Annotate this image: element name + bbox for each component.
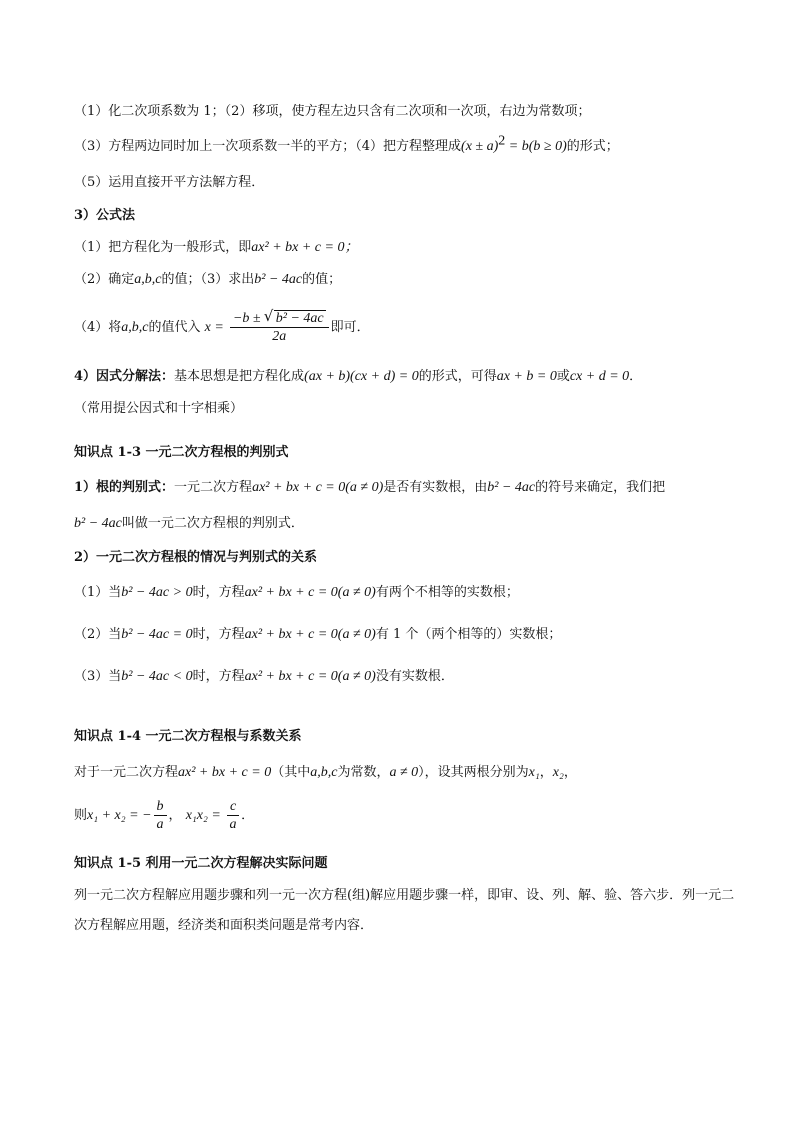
discriminant-text-a: 一元二次方程 bbox=[174, 480, 253, 495]
step-1-2-line bbox=[74, 103, 590, 121]
discriminant-text-c: 的符号来确定，我们把 bbox=[535, 480, 666, 495]
factor-method-line bbox=[74, 368, 642, 386]
case-3-equation: ax² + bx + c = 0(a ≠ 0) bbox=[244, 669, 376, 684]
discriminant-definition-line bbox=[74, 479, 665, 497]
discriminant-expression: b² − 4ac bbox=[254, 272, 303, 287]
factor-note: （常用提公因式和十字相乘） bbox=[74, 401, 244, 416]
step-3-4-suffix: 的形式； bbox=[566, 139, 619, 154]
case-1-mid: 时，方程 bbox=[192, 585, 245, 600]
formula-step-3-suffix: 的值； bbox=[302, 272, 342, 287]
formula-step-3-text: 的值；（3）求出 bbox=[161, 272, 255, 287]
vieta-formulas-line bbox=[74, 796, 254, 836]
root-x1: x₁ bbox=[528, 765, 540, 780]
case-1-result: 有两个不相等的实数根； bbox=[375, 585, 519, 600]
formula-step-1-text: （1）把方程化为一般形式，即 bbox=[74, 240, 252, 255]
factor-method-heading: 4）因式分解法： bbox=[74, 369, 175, 384]
kp15-title: 知识点 1-5 利用一元二次方程解决实际问题 bbox=[74, 856, 328, 871]
quadratic-formula-denominator: 2a bbox=[272, 329, 287, 344]
product-numerator: c bbox=[227, 798, 239, 816]
sum-denominator: a bbox=[156, 817, 164, 832]
quadratic-formula-numerator: −b ± bbox=[232, 311, 261, 326]
sum-of-roots-lhs: x₁ + x₂ = − bbox=[87, 808, 152, 823]
comma: ， bbox=[168, 808, 182, 823]
case-2-condition: b² − 4ac = 0 bbox=[121, 627, 193, 642]
case-negative bbox=[74, 668, 454, 686]
quadratic-formula-fraction bbox=[230, 310, 329, 345]
formula-step-2-text: （2）确定 bbox=[74, 272, 135, 287]
vieta-text-a: 对于一元二次方程 bbox=[74, 765, 179, 780]
vieta-text-c: 为常数， bbox=[337, 765, 390, 780]
case-2-prefix: （2）当 bbox=[74, 627, 122, 642]
root-x2: x₂ bbox=[552, 765, 564, 780]
quadratic-formula-lhs: x = bbox=[204, 320, 224, 335]
formula-step-2-3 bbox=[74, 271, 341, 289]
product-denominator: a bbox=[229, 817, 237, 832]
vieta-condition: a ≠ 0 bbox=[389, 765, 419, 780]
discriminant-definition-line-2 bbox=[74, 515, 304, 533]
product-of-roots-fraction bbox=[227, 798, 239, 833]
product-of-roots-lhs: x₁x₂ = bbox=[185, 808, 221, 823]
coefficients-abc: a,b,c bbox=[134, 272, 162, 287]
case-1-prefix: （1）当 bbox=[74, 585, 122, 600]
step-5-text: （5）运用直接开平方法解方程． bbox=[74, 175, 265, 190]
factor-root-1: ax + b = 0 bbox=[496, 369, 557, 384]
discriminant-text-b: 是否有实数根，由 bbox=[383, 480, 488, 495]
case-zero bbox=[74, 626, 561, 644]
coefficients-abc-2: a,b,c bbox=[121, 320, 149, 335]
sum-numerator: b bbox=[154, 798, 167, 816]
formula-step-4-mid: 的值代入 bbox=[148, 320, 201, 335]
kp13-title: 知识点 1-3 一元二次方程根的判别式 bbox=[74, 445, 289, 460]
sum-of-roots-fraction bbox=[154, 798, 167, 833]
case-1-condition: b² − 4ac > 0 bbox=[121, 585, 193, 600]
step-3-4-line: （3）方程两边同时加上一次项系数一半的平方；（4）把方程整理成$(x \pm a)^2 = b(b \ge 0)$的形式； bbox=[74, 133, 619, 154]
discriminant-expression-3: b² − 4ac bbox=[74, 516, 122, 531]
period: ． bbox=[629, 369, 643, 384]
kp14-title: 知识点 1-4 一元二次方程根与系数关系 bbox=[74, 729, 302, 744]
radicand: b² − 4ac bbox=[275, 311, 324, 326]
factored-form: (ax + b)(cx + d) = 0 bbox=[304, 369, 419, 384]
discriminant-heading: 1）根的判别式： bbox=[74, 480, 175, 495]
vieta-text-e: ， bbox=[563, 765, 577, 780]
discriminant-expression-2: b² − 4ac bbox=[487, 480, 536, 495]
factor-method-text: 基本思想是把方程化成 bbox=[174, 369, 305, 384]
case-2-result: 有 1 个（两个相等的）实数根； bbox=[375, 627, 562, 642]
square-root bbox=[265, 310, 326, 327]
completed-square-rhs: = b(b ≥ 0) bbox=[505, 139, 567, 154]
formula-step-4-text: （4）将 bbox=[74, 320, 122, 335]
case-3-result: 没有实数根． bbox=[375, 669, 454, 684]
separator: ， bbox=[539, 765, 553, 780]
vieta-text-b: （其中 bbox=[271, 765, 311, 780]
vieta-text-d: ），设其两根分别为 bbox=[418, 765, 529, 780]
kp15-paragraph: 列一元二次方程解应用题步骤和列一元一次方程(组)解应用题步骤一样，即审、设、列、解、验、答六步．列一元二次方程解应用题，经济类和面积类问题是常考内容． bbox=[74, 888, 735, 933]
vieta-abc: a,b,c bbox=[310, 765, 338, 780]
formula-step-1 bbox=[74, 239, 358, 257]
factor-method-text-2: 的形式，可得 bbox=[418, 369, 497, 384]
formula-step-4-suffix: 即可． bbox=[330, 320, 370, 335]
general-form-equation: ax² + bx + c = 0； bbox=[251, 240, 359, 255]
step-3-4-text: （3）方程两边同时加上一次项系数一半的平方；（4）把方程整理成 bbox=[74, 139, 462, 154]
vieta-intro-line bbox=[74, 764, 577, 782]
case-2-equation: ax² + bx + c = 0(a ≠ 0) bbox=[244, 627, 376, 642]
vieta-then: 则 bbox=[74, 808, 88, 823]
or-text: 或 bbox=[556, 369, 570, 384]
factor-root-2: cx + d = 0 bbox=[569, 369, 630, 384]
case-1-equation: ax² + bx + c = 0(a ≠ 0) bbox=[244, 585, 376, 600]
case-2-mid: 时，方程 bbox=[192, 627, 245, 642]
case-3-mid: 时，方程 bbox=[192, 669, 245, 684]
step-1-2-text: （1）化二次项系数为 1；（2）移项，使方程左边只含有二次项和一次项，右边为常数项； bbox=[74, 104, 591, 119]
formula-method-heading: 3）公式法 bbox=[74, 208, 136, 223]
step-5-line bbox=[74, 174, 264, 192]
root-cases-heading: 2）一元二次方程根的情况与判别式的关系 bbox=[74, 550, 318, 565]
completed-square-formula: (x ± a) bbox=[461, 139, 499, 154]
discriminant-text-d: 叫做一元二次方程根的判别式． bbox=[121, 516, 304, 531]
case-3-prefix: （3）当 bbox=[74, 669, 122, 684]
vieta-equation: ax² + bx + c = 0 bbox=[178, 765, 272, 780]
case-3-condition: b² − 4ac < 0 bbox=[121, 669, 193, 684]
quadratic-equation: ax² + bx + c = 0(a ≠ 0) bbox=[252, 480, 384, 495]
formula-step-4 bbox=[74, 308, 370, 348]
vieta-period: ． bbox=[241, 808, 255, 823]
case-positive bbox=[74, 584, 519, 602]
